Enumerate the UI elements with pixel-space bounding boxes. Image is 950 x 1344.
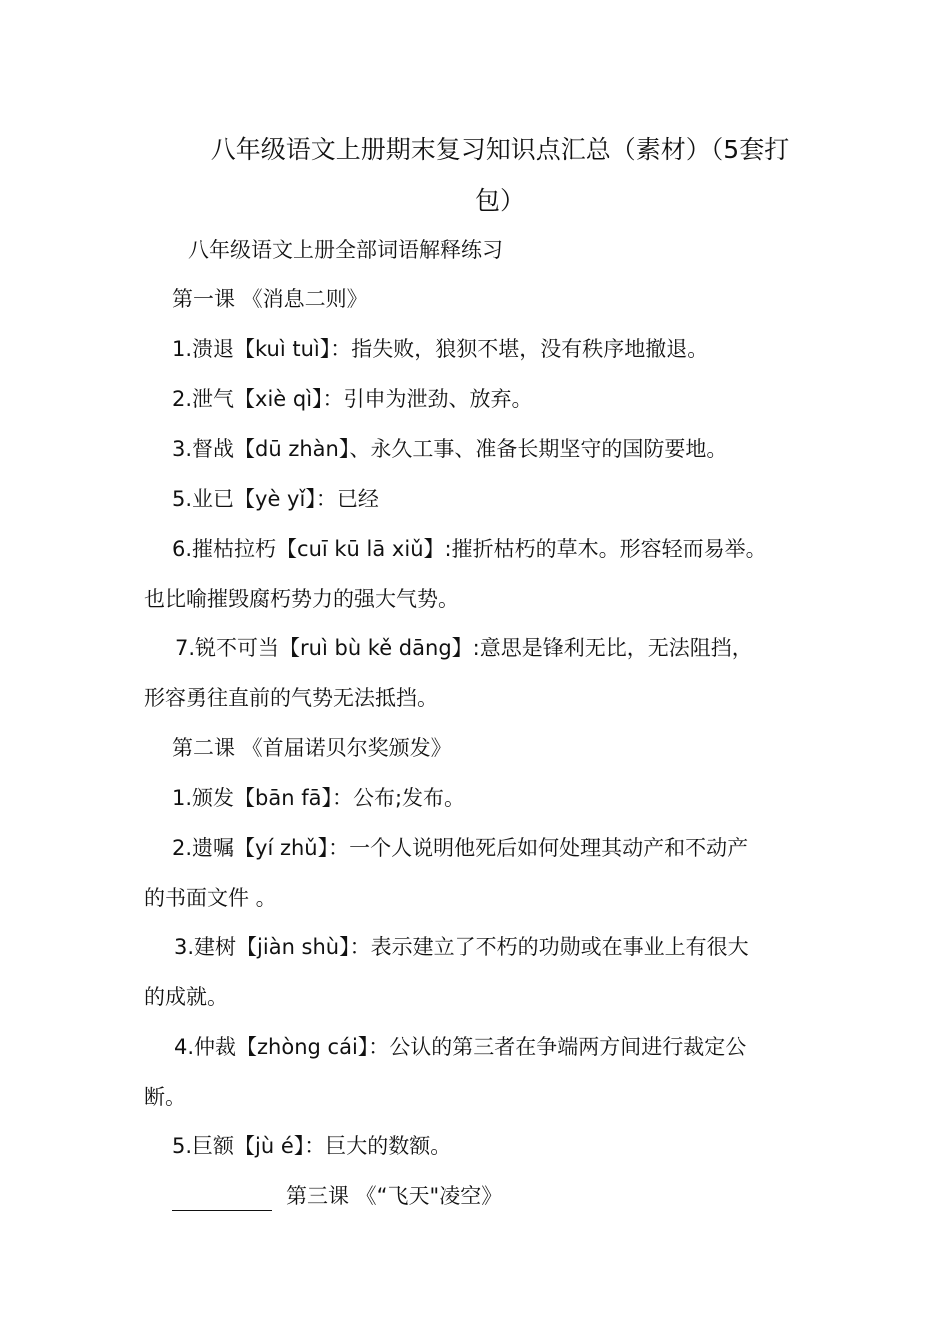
lesson-2-heading: 第二课 《首届诺贝尔奖颁发》 [172, 736, 452, 760]
lesson-1-entry: 5.业已【yè yǐ】：已经 [172, 487, 379, 511]
lesson-1-entry: 3.督战【dū zhàn】、永久工事、准备长期坚守的国防要地。 [172, 437, 728, 461]
lesson-2-entry: 4.仲裁【zhòng cái】：公认的第三者在争端两方间进行裁定公 [174, 1035, 747, 1059]
lesson-2-entry: 3.建树【jiàn shù】：表示建立了不朽的功勋或在事业上有很大 [174, 935, 749, 959]
lesson-3-heading-row [172, 1181, 502, 1211]
lesson-2-entry-continued: 的成就。 [144, 985, 228, 1009]
lesson-1-entry: 6.摧枯拉朽【cuī kū lā xiǔ】:摧折枯朽的草木。形容轻而易举。 [172, 537, 767, 561]
fill-in-blank-line [172, 1188, 272, 1211]
lesson-1-heading: 第一课 《消息二则》 [172, 287, 368, 311]
lesson-2-entry: 1.颁发【bān fā】：公布;发布。 [172, 786, 466, 810]
lesson-1-entry: 7.锐不可当【ruì bù kě dāng】:意思是锋利无比，无法阻挡， [175, 636, 753, 660]
document-title-line-2: 包） [474, 186, 525, 215]
lesson-2-entry-continued: 断。 [144, 1085, 186, 1109]
document-title-line-1: 八年级语文上册期末复习知识点汇总（素材）（5套打 [210, 135, 790, 164]
subtitle: 八年级语文上册全部词语解释练习 [188, 238, 503, 262]
lesson-3-heading: 第三课 《“飞天"凌空》 [286, 1184, 503, 1208]
lesson-2-entry-continued: 的书面文件 。 [144, 886, 277, 910]
lesson-2-entry: 5.巨额【jù é】：巨大的数额。 [172, 1134, 452, 1158]
lesson-2-entry: 2.遗嘱【yí zhǔ】：一个人说明他死后如何处理其动产和不动产 [172, 836, 749, 860]
lesson-1-entry: 1.溃退【kuì tuì】：指失败，狼狈不堪，没有秩序地撤退。 [172, 337, 709, 361]
lesson-1-entry-continued: 形容勇往直前的气势无法抵挡。 [144, 686, 438, 710]
lesson-1-entry-continued: 也比喻摧毁腐朽势力的强大气势。 [144, 587, 459, 611]
lesson-1-entry: 2.泄气【xiè qì】：引申为泄劲、放弃。 [172, 387, 533, 411]
